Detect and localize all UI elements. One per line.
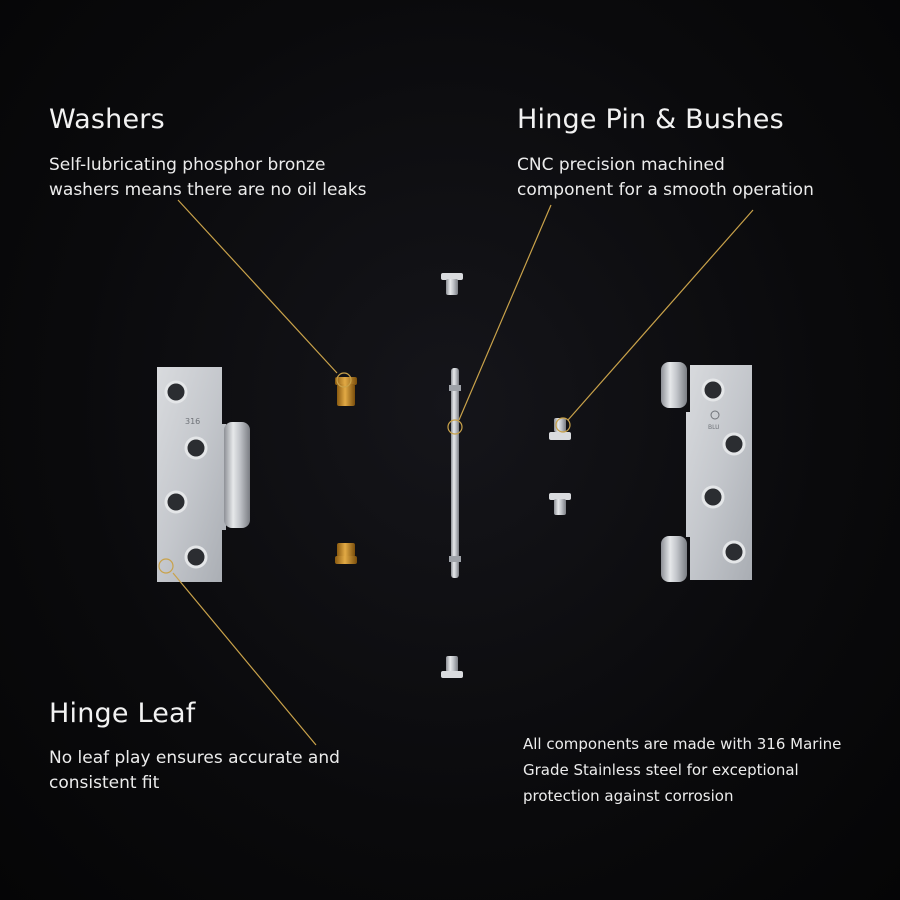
material-line3: protection against corrosion [523, 787, 734, 805]
pin-callout-line [459, 205, 551, 420]
steel-bush-bottom [441, 656, 463, 678]
right-leaf-knuckle-bottom [661, 536, 687, 582]
right-leaf-hole [724, 542, 744, 562]
steel-bush-top [441, 273, 463, 295]
steel-bush-right-lower [549, 493, 571, 515]
washers-desc-line2: washers means there are no oil leaks [49, 180, 367, 200]
left-leaf-stamp: 316 [185, 417, 201, 426]
steel-bush-right-upper [549, 418, 571, 440]
right-leaf-knuckle-top [661, 362, 687, 408]
right-leaf-hole [703, 380, 723, 400]
washers-desc-line1: Self-lubricating phosphor bronze [49, 155, 326, 175]
washers-title: Washers [49, 104, 165, 135]
right-hinge-leaf [661, 362, 752, 582]
left-leaf-hole [166, 382, 186, 402]
washers-callout-line [178, 200, 337, 373]
leaf-desc-line1: No leaf play ensures accurate and [49, 748, 340, 768]
right-leaf-hole [703, 487, 723, 507]
left-leaf-hole [186, 438, 206, 458]
material-line2: Grade Stainless steel for exceptional [523, 761, 799, 779]
right-leaf-hole [724, 434, 744, 454]
left-leaf-hole [186, 547, 206, 567]
right-leaf-stamp: BLU [708, 424, 720, 431]
pin-desc-line2: component for a smooth operation [517, 180, 814, 200]
bronze-washer-bottom [335, 543, 357, 564]
left-leaf-hole [166, 492, 186, 512]
left-hinge-leaf [157, 367, 250, 582]
pin-title: Hinge Pin & Bushes [517, 104, 784, 135]
leaf-desc-line2: consistent fit [49, 773, 160, 793]
pin-desc-line1: CNC precision machined [517, 155, 725, 175]
bronze-washer-top [335, 377, 357, 406]
left-leaf-knuckle [224, 422, 250, 528]
material-line1: All components are made with 316 Marine [523, 735, 842, 753]
leaf-title: Hinge Leaf [49, 698, 196, 729]
hinge-pin [449, 368, 461, 578]
